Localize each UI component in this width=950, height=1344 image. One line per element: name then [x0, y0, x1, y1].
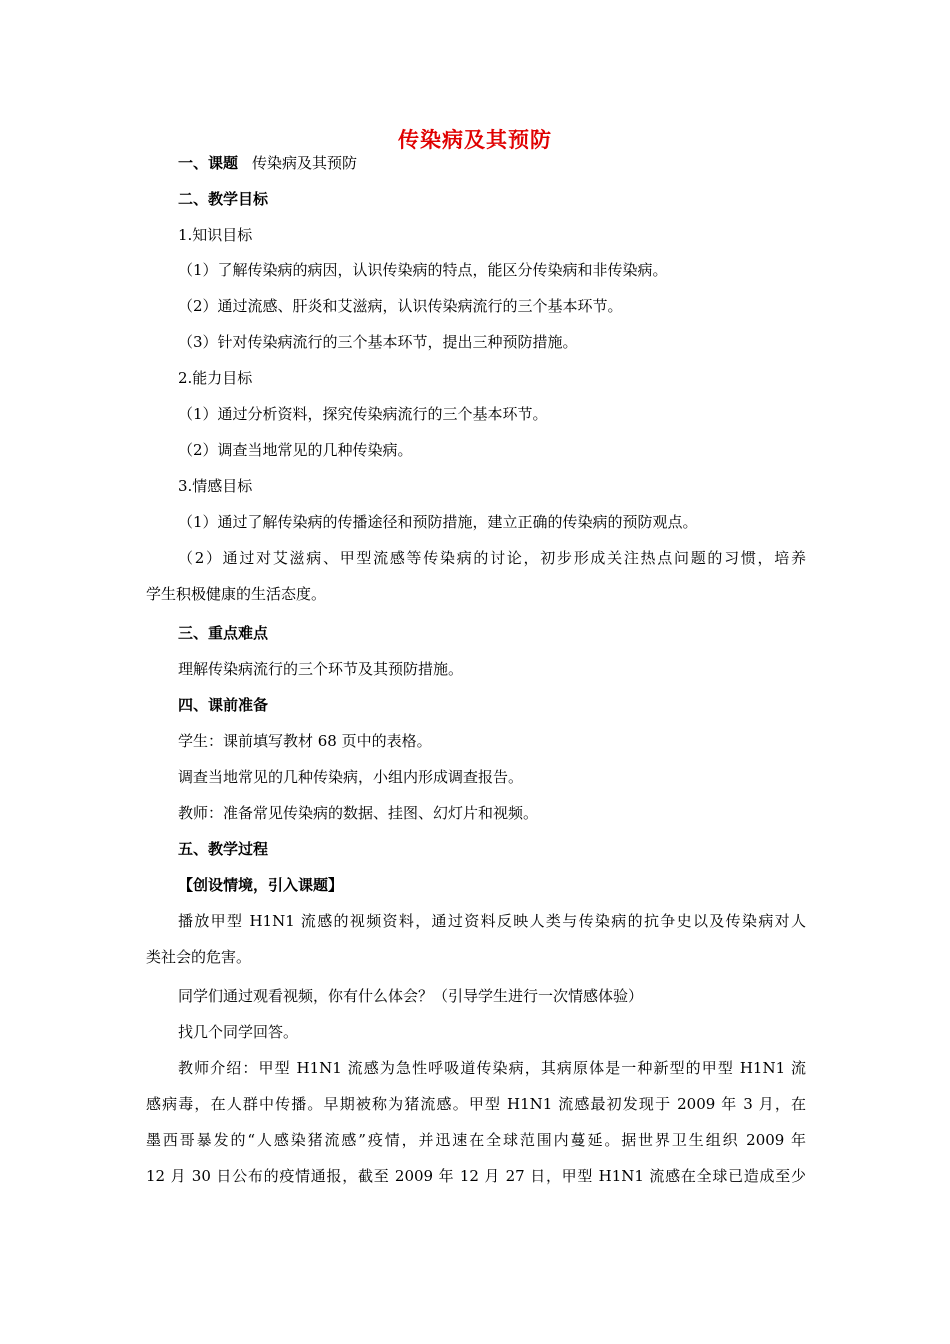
- knowledge-objective-2: （2）通过流感、肝炎和艾滋病，认识传染病流行的三个基本环节。: [178, 297, 623, 315]
- process-paragraph-4-line-2: 感病毒，在人群中传播。早期被称为猪流感。甲型 H1N1 流感最初发现于 2009 年 3 月，在: [146, 1095, 806, 1113]
- section-keypoints-heading: 三、重点难点: [178, 624, 269, 642]
- section-topic-text: 传染病及其预防: [252, 154, 358, 172]
- preparation-students: 学生：课前填写教材 68 页中的表格。: [178, 732, 432, 750]
- ability-objective-2: （2）调查当地常见的几种传染病。: [178, 441, 413, 459]
- section-preparation-heading: 四、课前准备: [178, 696, 269, 714]
- process-paragraph-2: 同学们通过观看视频，你有什么体会？（引导学生进行一次情感体验）: [178, 987, 644, 1005]
- section-process-heading: 五、教学过程: [178, 840, 269, 858]
- process-paragraph-1: [146, 903, 806, 975]
- section-topic-label: 一、课题: [178, 154, 239, 172]
- preparation-survey: 调查当地常见的几种传染病，小组内形成调查报告。: [178, 768, 524, 786]
- preparation-teacher: 教师：准备常见传染病的数据、挂图、幻灯片和视频。: [178, 804, 539, 822]
- section-topic: [178, 152, 357, 174]
- process-paragraph-4-line-1: 教师介绍：甲型 H1N1 流感为急性呼吸道传染病，其病原体是一种新型的甲型 H1N1 流: [178, 1059, 806, 1077]
- knowledge-objective-1: （1）了解传染病的病因，认识传染病的特点，能区分传染病和非传染病。: [178, 261, 668, 279]
- emotion-objective-2: [146, 540, 806, 612]
- ability-objective-title: 2.能力目标: [178, 369, 253, 387]
- process-paragraph-3: 找几个同学回答。: [178, 1023, 299, 1041]
- process-paragraph-1-line-2: 类社会的危害。: [146, 948, 252, 966]
- process-paragraph-4: [146, 1050, 806, 1194]
- emotion-objective-1: （1）通过了解传染病的传播途径和预防措施，建立正确的传染病的预防观点。: [178, 513, 698, 531]
- section-keypoints-text: 理解传染病流行的三个环节及其预防措施。: [178, 660, 464, 678]
- knowledge-objective-3: （3）针对传染病流行的三个基本环节，提出三种预防措施。: [178, 333, 578, 351]
- section-objectives-heading: 二、教学目标: [178, 190, 269, 208]
- ability-objective-1: （1）通过分析资料，探究传染病流行的三个基本环节。: [178, 405, 548, 423]
- emotion-objective-2-line-1: （2）通过对艾滋病、甲型流感等传染病的讨论，初步形成关注热点问题的习惯，培养: [178, 549, 806, 567]
- process-paragraph-1-line-1: 播放甲型 H1N1 流感的视频资料，通过资料反映人类与传染病的抗争史以及传染病对人: [178, 912, 806, 930]
- document-title: 传染病及其预防: [398, 127, 552, 152]
- process-subheading: 【创设情境，引入课题】: [178, 876, 344, 894]
- process-paragraph-4-line-3: 墨西哥暴发的“人感染猪流感”疫情，并迅速在全球范围内蔓延。据世界卫生组织 2009 年: [146, 1131, 806, 1149]
- process-paragraph-4-line-4: 12 月 30 日公布的疫情通报，截至 2009 年 12 月 27 日，甲型 H1N1 流感在全球已造成至少: [146, 1167, 806, 1185]
- emotion-objective-2-line-2: 学生积极健康的生活态度。: [146, 585, 327, 603]
- emotion-objective-title: 3.情感目标: [178, 477, 253, 495]
- knowledge-objective-title: 1.知识目标: [178, 226, 253, 244]
